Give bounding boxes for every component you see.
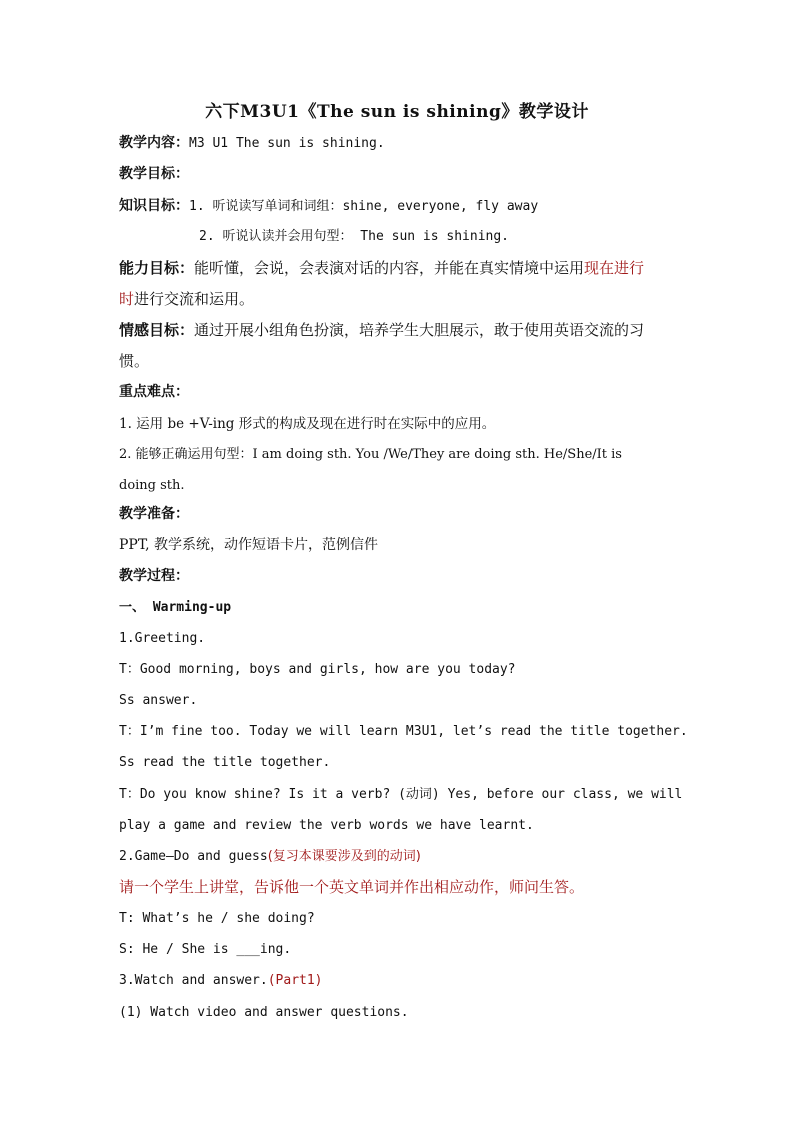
section-warming-up: 一、 Warming-up <box>119 600 232 615</box>
objectives-heading: 教学目标： <box>119 166 189 182</box>
emotion-label: 情感目标： <box>119 321 195 339</box>
keypoints-heading: 重点难点： <box>119 384 189 400</box>
step-game-instruction: 请一个学生上讲堂，告诉他一个英文单词并作出相应动作，师问生答。 <box>119 878 585 896</box>
content-label: 教学内容： <box>119 135 189 151</box>
content-value: M3 U1 The sun is shining. <box>189 136 385 151</box>
step-game-text: 2.Game—Do and guess <box>119 849 268 864</box>
step-greeting: 1.Greeting. <box>119 631 206 646</box>
ability-line-1 <box>119 258 644 278</box>
emotion-line-2: 惯。 <box>119 352 150 370</box>
step-watch-text: 3.Watch and answer. <box>119 973 268 988</box>
preparation-value: PPT, 教学系统，动作短语卡片，范例信件 <box>119 537 379 553</box>
step-watch-note: (Part1) <box>267 973 323 988</box>
page-title: 六下M3U1《The sun is shining》教学设计 <box>205 102 589 122</box>
knowledge-item-1: 1. 听说读写单词和词组：shine, everyone, fly away <box>189 199 539 214</box>
step-watch-sub-1: (1) Watch video and answer questions. <box>119 1005 409 1020</box>
content-line <box>119 133 385 154</box>
step-game-note: (复习本课要涉及到的动词) <box>267 849 421 864</box>
ability-line-2 <box>119 289 254 309</box>
dialog-teacher-4: T: What’s he / she doing? <box>119 911 315 926</box>
dialog-teacher-3a: T：Do you know shine? Is it a verb? (动词) Yes, before our class, we will <box>119 787 683 802</box>
emotion-text-1: 通过开展小组角色扮演，培养学生大胆展示，敢于使用英语交流的习 <box>194 321 645 339</box>
dialog-teacher-2: T：I’m fine too. Today we will learn M3U1, let’s read the title together. <box>119 724 688 739</box>
preparation-heading: 教学准备： <box>119 506 189 522</box>
emotion-line-1 <box>119 320 644 340</box>
dialog-students-1: Ss answer. <box>119 693 198 708</box>
keypoints-item-2a: 2. 能够正确运用句型：I am doing sth. You /We/They are doing sth. He/She/It is <box>119 447 622 462</box>
step-watch <box>119 971 323 991</box>
knowledge-item-2: 2. 听说认读并会用句型： The sun is shining. <box>199 229 510 244</box>
knowledge-label: 知识目标： <box>119 198 189 214</box>
step-game <box>119 847 421 867</box>
ability-highlight-2: 时 <box>119 290 135 308</box>
ability-text-2: 进行交流和运用。 <box>134 290 255 308</box>
dialog-teacher-1: T：Good morning, boys and girls, how are you today? <box>119 662 516 677</box>
ability-text-1: 能听懂，会说，会表演对话的内容，并能在真实情境中运用 <box>194 259 585 277</box>
ability-label: 能力目标： <box>119 259 195 277</box>
dialog-teacher-3b: play a game and review the verb words we have learnt. <box>119 818 534 833</box>
process-heading: 教学过程： <box>119 568 189 584</box>
keypoints-item-2b: doing sth. <box>119 478 185 493</box>
ability-highlight-1: 现在进行 <box>584 259 645 277</box>
dialog-students-2: Ss read the title together. <box>119 755 331 770</box>
dialog-student-4: S: He / She is ___ing. <box>119 942 292 957</box>
keypoints-item-1: 1. 运用 be +V-ing 形式的构成及现在进行时在实际中的应用。 <box>119 416 496 432</box>
knowledge-line-1 <box>119 196 538 217</box>
